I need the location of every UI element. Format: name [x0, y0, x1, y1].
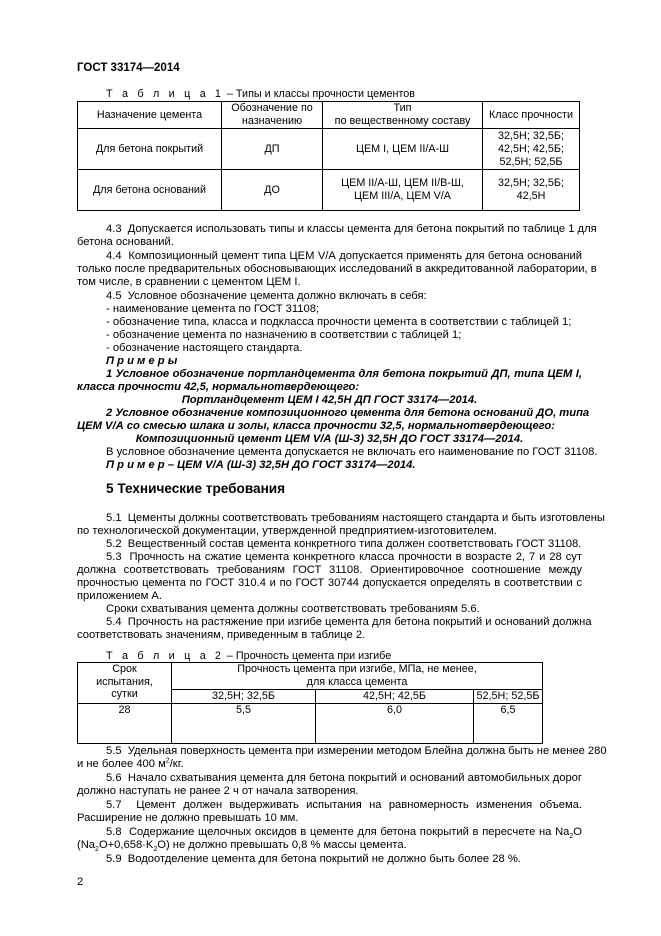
clause-text: Допускается использовать типы и классы цемента для бетона покрытий по таблице 1 для: [127, 223, 597, 235]
paragraph-5-1: [106, 512, 605, 525]
paragraph-5-6: [106, 772, 582, 785]
paragraph-4-3: [106, 223, 597, 236]
clause-number: 5.2: [106, 538, 122, 550]
header-line: сутки: [111, 688, 138, 700]
cell-days: 28: [78, 703, 172, 743]
paragraph-4-5: [106, 290, 427, 303]
paragraph-5-6-cont: должно наступать не ранее 2 ч от начала затворения.: [77, 785, 359, 797]
clause-text: Условное обозначение цемента должно включать в себя:: [127, 290, 427, 302]
cell-classes: [483, 170, 580, 211]
example-1-cont: класса прочности 42,5, нормальнотвердеющего:: [77, 381, 360, 393]
clause-text: O: [573, 826, 582, 838]
example-2: 2 Условное обозначение композиционного цемента для бетона оснований ДО, типа: [106, 407, 590, 419]
paragraph-4-3-cont: бетона оснований.: [77, 236, 174, 248]
table1-header-row: [78, 102, 580, 129]
table2-caption-title: – Прочность цемента при изгибе: [226, 650, 392, 662]
text: и не более 400 м: [77, 758, 166, 770]
header-code-line: Обозначение по: [231, 102, 313, 114]
type-line: ЦЕМ II/А-Ш, ЦЕМ II/В-Ш,: [341, 177, 464, 189]
type-line: ЦЕМ III/А, ЦЕМ V/А: [354, 190, 451, 202]
class-line: 32,5Н; 32,5Б;: [498, 177, 564, 189]
clause-text: Композиционный цемент типа ЦЕМ V/А допускается применять для бетона оснований: [128, 250, 583, 262]
clause-text: Цемент должен выдерживать испытания на равномерность изменения объема.: [136, 799, 582, 811]
designation-note: В условное обозначение цемента допускается не включать его наименование по ГОСТ 31108.: [106, 446, 598, 458]
cell-purpose: Для бетона оснований: [78, 170, 222, 211]
paragraph-4-4-cont: только после предварительных обосновывающих исследований в аккредитованной лаборатории, в: [77, 263, 597, 275]
paragraph-5-5: [106, 745, 607, 758]
table2-header-row: [78, 663, 543, 690]
header-line: для класса цемента: [306, 675, 408, 688]
subscript: 2: [569, 833, 574, 841]
clause-number: 4.5: [106, 290, 122, 302]
subscript: 2: [95, 846, 99, 854]
cell-value: 5,5: [172, 703, 316, 743]
table-row: [78, 703, 543, 743]
clause-number: 5.5: [106, 745, 122, 757]
table2-header-class: 32,5Н; 32,5Б: [172, 690, 316, 704]
document-code-header: ГОСТ 33174—2014: [77, 62, 180, 74]
table2: [77, 662, 543, 744]
cell-code: ДП: [222, 129, 323, 170]
clause-number: 5.7: [106, 799, 122, 811]
cell-type: ЦЕМ I, ЦЕМ II/А-Ш: [323, 129, 483, 170]
paragraph-5-4-cont: соответствовать значениям, приведенным в таблице 2.: [77, 629, 366, 641]
cell-code: ДО: [222, 170, 323, 211]
paragraph-5-7-cont: Расширение не должно превышать 10 мм.: [77, 812, 299, 824]
paragraph-5-3: [106, 551, 582, 564]
list-item: - обозначение цемента по назначению в соответствии с таблицей 1;: [106, 329, 462, 341]
clause-text: Начало схватывания цемента для бетона покрытий и оснований автомобильных дорог: [127, 772, 582, 784]
cell-type: [323, 170, 483, 211]
table-row: [78, 129, 580, 170]
clause-number: 4.4: [106, 250, 122, 262]
example-2-result: Композиционный цемент ЦЕМ V/А (Ш-З) 32,5Н ДО ГОСТ 33174—2014.: [135, 433, 524, 445]
paragraph-5-4: [106, 616, 592, 629]
text: (Na: [77, 839, 96, 851]
table2-header-days: [78, 663, 172, 704]
paragraph-4-4-cont: том числе, в сравнении с цементом ЦЕМ I.: [77, 276, 301, 288]
class-line: 52,5Н; 52,5Б: [499, 155, 563, 168]
header-line: Срок: [112, 663, 137, 675]
table1-header-class: Класс прочности: [483, 102, 580, 129]
header-line: Прочность цемента при изгибе, МПа, не менее,: [237, 663, 477, 675]
paragraph-5-9: [106, 853, 521, 866]
paragraph-5-1-cont: по технологической документации, утвержденной предприятием-изготовителем.: [77, 525, 497, 537]
clause-text: Водоотделение цемента для бетона покрытий не должно быть более 28 %.: [127, 853, 521, 865]
table2-caption-number: 2: [214, 650, 221, 662]
clause-text: Вещественный состав цемента конкретного типа должен соответствовать ГОСТ 31108.: [127, 538, 582, 550]
paragraph-5-7: [106, 799, 582, 812]
paragraph-5-3-cont: должна соответствовать требованиям ГОСТ 31108. Ориентировочное соотношение между: [77, 564, 582, 576]
paragraph-5-3-cont: приложением А.: [77, 590, 163, 602]
table2-caption-label: Т а б л и ц а: [106, 650, 209, 662]
cell-value: 6,5: [474, 703, 543, 743]
examples-title: П р и м е р ы: [106, 355, 178, 367]
clause-text: Удельная поверхность цемента при измерении методом Блейна должна быть не менее 280: [127, 745, 607, 757]
cell-value: 6,0: [316, 703, 474, 743]
subscript: 2: [153, 846, 158, 854]
cell-purpose: Для бетона покрытий: [78, 129, 222, 170]
class-line: 42,5Н; 42,5Б;: [498, 142, 564, 155]
header-type-line: Тип: [393, 102, 412, 114]
list-item: - обозначение настоящего стандарта.: [106, 342, 303, 354]
table1-header-purpose: Назначение цемента: [78, 102, 222, 129]
class-line: 42,5Н: [516, 190, 546, 202]
table2-header-group: [172, 663, 543, 690]
paragraph-5-8: [106, 826, 582, 839]
example-2-cont: ЦЕМ V/А со смесью шлака и золы, класса прочности 32,5, нормальнотвердеющего:: [77, 420, 555, 432]
clause-number: 4.3: [106, 223, 122, 235]
header-line: испытания,: [96, 675, 153, 688]
clause-text: Прочность на сжатие цемента конкретного класса прочности в возрасте 2, 7 и 28 сут: [129, 551, 583, 563]
header-code-line: назначению: [241, 115, 303, 127]
clause-text: Прочность на растяжение при изгибе цемента для бетона покрытий и оснований должна: [127, 616, 592, 628]
table2-header-class: 52,5Н; 52,5Б: [474, 690, 543, 704]
clause-number: 5.9: [106, 853, 122, 865]
table1-caption-number: 1: [214, 88, 221, 100]
table1-caption-label: Т а б л и ц а: [106, 88, 209, 100]
single-example: П р и м е р – ЦЕМ V/А (Ш-З) 32,5Н ДО ГОСТ 33174—2014.: [106, 459, 416, 471]
page-number: 2: [77, 876, 84, 888]
clause-number: 5.3: [106, 551, 122, 563]
cell-classes: [483, 129, 580, 170]
paragraph-5-2: [106, 538, 581, 551]
header-type-line: по вещественному составу: [334, 115, 471, 127]
clause-number: 5.6: [106, 772, 122, 784]
table1-header-code: [222, 102, 323, 129]
table2-header-class: 42,5Н; 42,5Б: [316, 690, 474, 704]
table1-caption-title: – Типы и классы прочности цементов: [226, 88, 416, 100]
list-item: - наименование цемента по ГОСТ 31108;: [106, 303, 320, 315]
class-line: 32,5Н; 32,5Б;: [498, 129, 564, 142]
clause-text: Цементы должны соответствовать требованиям настоящего стандарта и быть изготовлены: [127, 512, 605, 524]
table1-header-type: [323, 102, 483, 129]
paragraph-5-8-cont: [77, 839, 407, 852]
clause-text: Содержание щелочных оксидов в цементе для бетона покрытий в пересчете на Na: [128, 826, 570, 838]
section-5-title: 5 Технические требования: [106, 481, 286, 496]
paragraph-5-5-cont: [77, 758, 184, 771]
clause-number: 5.8: [106, 826, 122, 838]
table-row: [78, 170, 580, 211]
clause-number: 5.4: [106, 616, 122, 628]
example-1-result: Портландцемент ЦЕМ I 42,5Н ДП ГОСТ 33174—2014.: [181, 394, 478, 406]
clause-number: 5.1: [106, 512, 122, 524]
table1: [77, 101, 580, 211]
list-item: - обозначение типа, класса и подкласса прочности цемента в соответствии с таблицей 1;: [106, 316, 572, 328]
example-1: 1 Условное обозначение портландцемента для бетона покрытий ДП, типа ЦЕМ I,: [106, 368, 582, 380]
text: O) не должно превышать 0,8 % массы цемента.: [157, 839, 407, 851]
paragraph-4-4: [106, 250, 582, 263]
table2-caption: [106, 650, 391, 662]
setting-time-note: Сроки схватывания цемента должны соответствовать требованиям 5.6.: [106, 603, 480, 615]
text: /кг.: [169, 758, 184, 770]
paragraph-5-3-cont: прочностью цемента по ГОСТ 310.4 и по ГОСТ 30744 допускается определять в соответствии с: [77, 577, 582, 589]
table1-caption: [106, 88, 415, 100]
superscript: 2: [165, 757, 170, 765]
text: O+0,658·K: [98, 839, 154, 851]
